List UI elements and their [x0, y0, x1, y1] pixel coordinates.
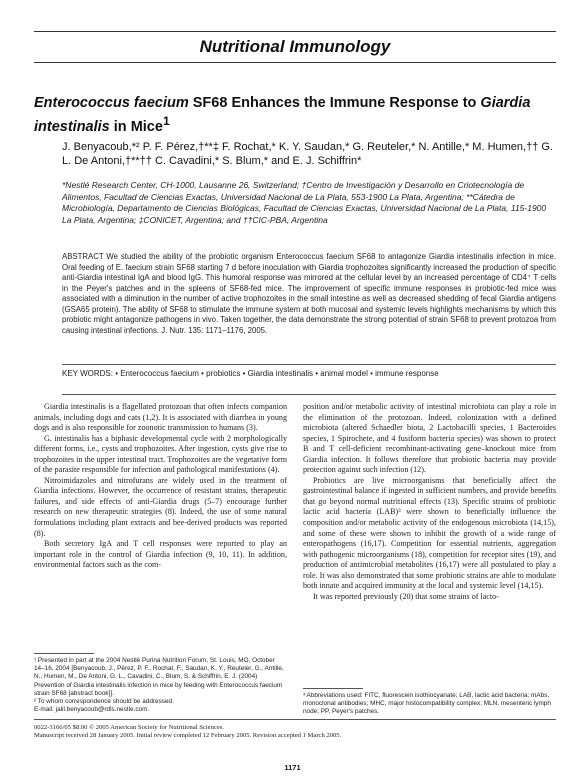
abstract: ABSTRACT We studied the ability of the probiotic organism Enterococcus faecium SF68 to antagonize Giardia intestinalis infection in mice. Oral feeding of E. faecium strain SF68 starting 7 d before inoculation with Giardia trophozoites significantly increased the production of specific anti-Giardia intestinal IgA and blood IgG. This humoral response was mirrored at the cellular level by an increased percentage of CD4⁺ T cells in the Peyer's patches and in the spleens of SF68-fed mice. The improvement of specific immune responses in probiotic-fed mice was associated with a diminution in the number of active trophozoites in the small intestine as well as decreased shedding of fecal Giardia antigens (GSA65 protein). The ability of SF68 to stimulate the immune system at both mucosal and systemic levels highlights mechanisms by which this probiotic might antagonize pathogens in vivo. Taken together, the data demonstrate the strong potential of strain SF68 to prevent protozoa from causing intestinal infections. J. Nutr. 135: 1171–1176, 2005.	[62, 252, 556, 335]
title-footnote-mark: 1	[162, 114, 170, 128]
body-column-left	[34, 402, 287, 571]
keywords-top-rule	[62, 364, 556, 365]
paragraph: G. intestinalis has a biphasic developmental cycle with 2 morphologically different forms, i.e., cysts and trophozoites. After ingestion, cysts give rise to trophozoites in the upper intestinal tract. Trophozoites are the vegetative form of the parasite responsible for infection and pathological manifestations (4).	[34, 433, 287, 475]
footnote-2: ² To whom correspondence should be addressed.	[34, 698, 174, 706]
section-title: Nutritional Immunology	[199, 37, 391, 56]
manuscript-meta	[34, 724, 556, 741]
paragraph: position and/or metabolic activity of intestinal microbiota can play a role in the elimination of the protozoan. Indeed, colonization with a defined microbiota (altered Schaedler biota, 2 Lactobacilli species, 1 Bacteroides species, 1 Spirochete, and 4 fusiform bacteria species) was shown to protect B and T cell-deficient recombinant-activating gene–knockout mice from Giardia infection. It follows therefore that probiotic bacteria may provide protection against such infection (12).	[303, 402, 556, 475]
footnote-3: ³ Abbreviations used: FITC, fluorescein isothiocyanate; LAB, lactic acid bacteria; mAbs, monoclonal antibodies; MHC, major histocompatibility complex; MLN, mesenteric lymph node; PP, Peyer's patches.	[303, 692, 551, 716]
body-column-right	[303, 402, 556, 602]
affiliations: *Nestlé Research Center, CH-1000, Lausanne 26, Switzerland; †Centro de Investigación y Desarrollo en Criotecnología de Alimentos, Facultad de Ciencias Exactas, Universidad Nacional de La Plata, 553-1900 La Plata, Argentina; **Cátedra de Microbiología, Departamento de Ciencias Biológicas, Facultad de Ciencias Exactas, Universidad Nacional de La Plata, 115-1900 La Plata, Argentina; ‡CONICET, Argentina; and ††CIC-PBA, Argentina	[62, 180, 547, 225]
title-species: Enterococcus faecium	[34, 95, 189, 111]
section-header	[34, 31, 556, 63]
footnote-rule	[34, 653, 94, 654]
title-text: SF68 Enhances the Immune Response to	[188, 95, 481, 111]
footnotes-left	[34, 657, 287, 714]
paragraph: It was reported previously (20) that some strains of lacto-	[313, 591, 499, 601]
author-list: J. Benyacoub,*² P. F. Pérez,†**‡ F. Rochat,* K. Y. Saudan,* G. Reuteler,* N. Antille,* M. Humen,†† G. L. De Antoni,†**†† C. Cavadini,* S. Blum,* and E. J. Schiffrin*	[62, 141, 553, 167]
meta-rule	[34, 719, 556, 720]
title-text-2: in Mice	[109, 118, 163, 135]
paragraph: Giardia intestinalis is a flagellated protozoan that often infects companion animals, including dogs and cats (1,2). It is associated with diarrhea in young dogs and is also responsible for zoonotic transmission to humans (3).	[34, 402, 287, 433]
paragraph: Both secretory IgA and T cell responses were reported to play an important role in the control of Giardia infection (9, 10, 11). In addition, environmental factors such as the com-	[34, 539, 287, 570]
paragraph: Nitroimidazoles and nitrofurans are widely used in the treatment of Giardia infections. However, the occurrence of resistant strains, therapeutic failures, and side effects of anti-Giardia drugs (5–7) encourage further research on new therapeutic strategies (8). Indeed, the use of some natural formulations including plant extracts and bee-derived products was reported (8).	[34, 475, 287, 538]
issn-line: 0022-3166/05 $8.00 © 2005 American Society for Nutritional Sciences.	[34, 724, 224, 731]
keywords: KEY WORDS: • Enterococcus faecium • probiotics • Giardia intestinalis • animal model • immune response	[62, 369, 439, 378]
footnote-email[interactable]: E-mail: jalil.benyacoub@rdls.nestle.com.	[34, 706, 150, 714]
paragraph: Probiotics are live microorganisms that beneficially affect the gastrointestinal balance if ingested in sufficient numbers, and provide benefits that go beyond normal nutritional effects (13). Specific strains of probiotic lactic acid bacteria (LAB)³ were shown to beneficially influence the composition and/or metabolic activity of the endogenous microbiota (14,15), and some of these were shown to inhibit the growth of a wide range of enteropathogens (16,17). Competition for essential nutrients, aggregation with pathogenic microorganisms (18), competition for receptor sites (19), and production of antimicrobial metabolites (16,17) were all postulated to play a role. It was also demonstrated that some probiotic strains are able to modulate both innate and acquired immunity at the local and systemic level (14,15).	[303, 475, 556, 591]
title-genus: Giardia	[480, 95, 531, 111]
title-species-2: intestinalis	[34, 118, 110, 135]
footnote-1: ¹ Presented in part at the 2004 Nestlé Purina Nutrition Forum, St. Louis, MO, October 14–16, 2004 [Benyacoub, J., Pérez, P. F., Rochat, F., Saudan, K. Y., Reuteler, G., Antille, N., Humen, M., De Antoni, G. L., Cavadini, C., Blum, S. & Schiffrin, E. J. (2004) Prevention of Giardia intestinalis infection in mice by feeding with Enterococcus faecium strain SF68 [abstract book]].	[34, 657, 284, 697]
footnote-rule	[303, 688, 363, 689]
page-number: 1171	[284, 763, 301, 772]
keywords-bottom-rule	[62, 394, 556, 395]
received-line: Manuscript received 28 January 2005. Initial review completed 12 February 2005. Revision accepted 1 March 2005.	[34, 732, 342, 740]
article-title	[34, 94, 556, 136]
